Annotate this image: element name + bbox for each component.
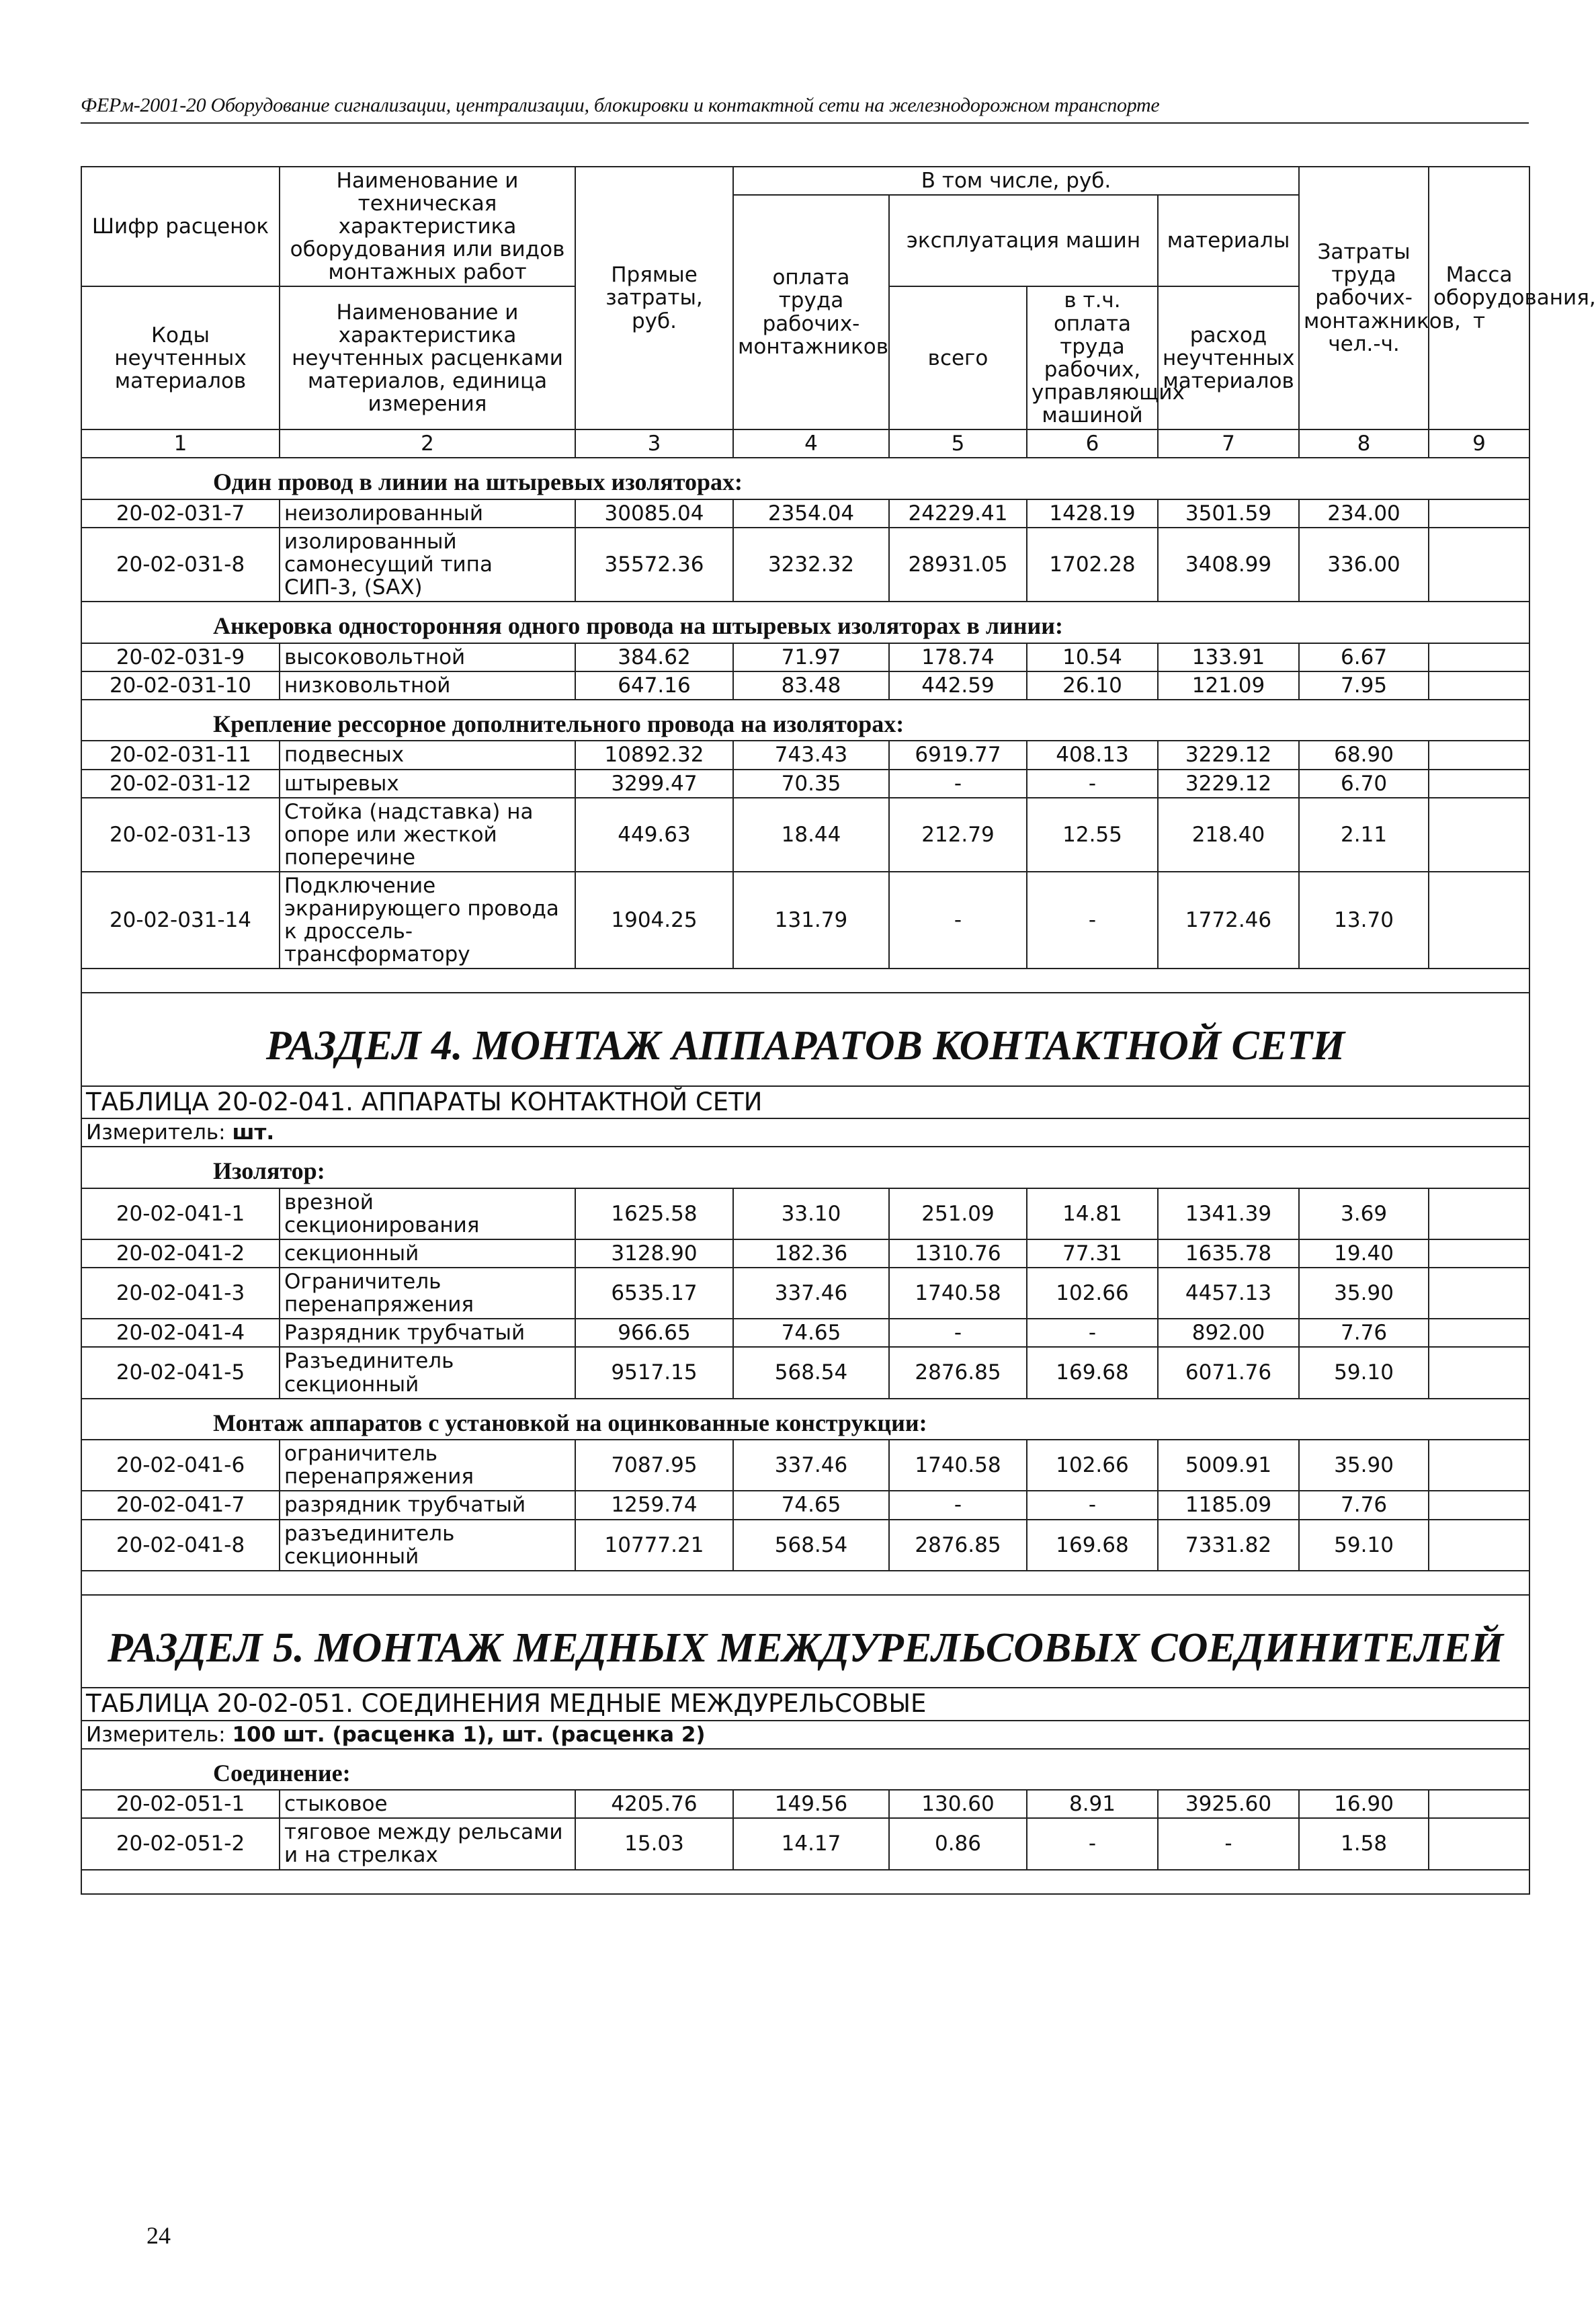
machine-cost: 130.60: [889, 1790, 1027, 1818]
group-title: Анкеровка односторонняя одного провода на штыревых изоляторах в линии:: [81, 602, 1529, 643]
col-num: 5: [889, 429, 1027, 458]
rate-code: 20-02-041-5: [81, 1347, 280, 1398]
machine-labor-cost: 169.68: [1027, 1520, 1158, 1571]
labor-hours: 234.00: [1299, 499, 1429, 528]
table-row: [81, 1319, 1529, 1347]
machine-labor-cost: -: [1027, 872, 1158, 969]
rate-code: 20-02-041-4: [81, 1319, 280, 1347]
equipment-mass: [1429, 1347, 1529, 1398]
labor-cost: 182.36: [733, 1239, 889, 1268]
machine-labor-cost: 12.55: [1027, 798, 1158, 872]
section-title: РАЗДЕЛ 4. МОНТАЖ АППАРАТОВ КОНТАКТНОЙ СЕТИ: [81, 993, 1529, 1085]
col-num: 3: [575, 429, 733, 458]
work-name: неизолированный: [280, 499, 575, 528]
material-cost: 1185.09: [1158, 1491, 1299, 1519]
rate-code: 20-02-041-6: [81, 1440, 280, 1491]
table-row: [81, 1440, 1529, 1491]
rate-code: 20-02-031-14: [81, 872, 280, 969]
machine-labor-cost: 26.10: [1027, 671, 1158, 700]
labor-cost: 131.79: [733, 872, 889, 969]
labor-cost: 568.54: [733, 1520, 889, 1571]
rate-code: 20-02-051-1: [81, 1790, 280, 1818]
work-name: штыревых: [280, 770, 575, 798]
table-row: [81, 1268, 1529, 1319]
group-title: Изолятор:: [81, 1147, 1529, 1188]
material-cost: 1772.46: [1158, 872, 1299, 969]
table-row: [81, 528, 1529, 602]
price-table: [81, 166, 1596, 1895]
machine-labor-cost: -: [1027, 770, 1158, 798]
table-row: [81, 1790, 1529, 1818]
work-name: ограничитель перенапряжения: [280, 1440, 575, 1491]
machine-cost: 1740.58: [889, 1440, 1027, 1491]
material-cost: 218.40: [1158, 798, 1299, 872]
direct-cost: 1625.58: [575, 1188, 733, 1239]
direct-cost: 10892.32: [575, 741, 733, 769]
direct-cost: 9517.15: [575, 1347, 733, 1398]
equipment-mass: [1429, 1268, 1529, 1319]
work-name: высоковольтной: [280, 643, 575, 671]
machine-labor-cost: 14.81: [1027, 1188, 1158, 1239]
section-title: РАЗДЕЛ 5. МОНТАЖ МЕДНЫХ МЕЖДУРЕЛЬСОВЫХ СОЕДИНИТЕЛЕЙ: [81, 1595, 1529, 1688]
running-title: ФЕРм-2001-20 Оборудование сигнализации, централизации, блокировки и контактной сети на железнодорожном транспорте: [81, 94, 1160, 116]
column-numbers: [81, 429, 1529, 458]
group-row: [81, 602, 1529, 643]
direct-cost: 10777.21: [575, 1520, 733, 1571]
labor-cost: 2354.04: [733, 499, 889, 528]
direct-cost: 449.63: [575, 798, 733, 872]
labor-cost: 83.48: [733, 671, 889, 700]
rate-code: 20-02-041-8: [81, 1520, 280, 1571]
machine-labor-cost: 102.66: [1027, 1268, 1158, 1319]
work-name: Ограничитель перенапряжения: [280, 1268, 575, 1319]
labor-hours: 19.40: [1299, 1239, 1429, 1268]
rate-code: 20-02-041-3: [81, 1268, 280, 1319]
work-name: подвесных: [280, 741, 575, 769]
direct-cost: 1904.25: [575, 872, 733, 969]
direct-cost: 966.65: [575, 1319, 733, 1347]
table-row: [81, 741, 1529, 769]
table-row: [81, 1520, 1529, 1571]
labor-hours: 7.95: [1299, 671, 1429, 700]
material-cost: 3501.59: [1158, 499, 1299, 528]
group-row: [81, 458, 1529, 499]
work-name: Подключение экранирующего провода к дроссель-трансформатору: [280, 872, 575, 969]
labor-cost: 14.17: [733, 1818, 889, 1869]
table-row: [81, 1818, 1529, 1869]
labor-hours: 16.90: [1299, 1790, 1429, 1818]
rate-code: 20-02-031-11: [81, 741, 280, 769]
work-name: Разрядник трубчатый: [280, 1319, 575, 1347]
machine-cost: 178.74: [889, 643, 1027, 671]
table-title: ТАБЛИЦА 20-02-051. СОЕДИНЕНИЯ МЕДНЫЕ МЕЖДУРЕЛЬСОВЫЕ: [81, 1688, 1529, 1721]
labor-cost: 337.46: [733, 1268, 889, 1319]
machine-cost: -: [889, 1319, 1027, 1347]
labor-hours: 6.70: [1299, 770, 1429, 798]
group-row: [81, 700, 1529, 741]
head-name: Наименование и техническая характеристика оборудования или видов монтажных работ: [280, 167, 575, 286]
col-num: 7: [1158, 429, 1299, 458]
labor-cost: 149.56: [733, 1790, 889, 1818]
spacer-row: [81, 1870, 1529, 1894]
direct-cost: 4205.76: [575, 1790, 733, 1818]
rate-code: 20-02-041-2: [81, 1239, 280, 1268]
head-direct: Прямые затраты, руб.: [575, 167, 733, 429]
equipment-mass: [1429, 1790, 1529, 1818]
material-cost: 1635.78: [1158, 1239, 1299, 1268]
table-row: [81, 499, 1529, 528]
machine-cost: 1310.76: [889, 1239, 1027, 1268]
work-name: стыковое: [280, 1790, 575, 1818]
header-rule: [81, 122, 1529, 124]
labor-cost: 33.10: [733, 1188, 889, 1239]
rate-code: 20-02-051-2: [81, 1818, 280, 1869]
machine-labor-cost: 8.91: [1027, 1790, 1158, 1818]
machine-labor-cost: 1428.19: [1027, 499, 1158, 528]
measure-value: 100 шт. (расценка 1), шт. (расценка 2): [232, 1722, 706, 1747]
labor-hours: 7.76: [1299, 1319, 1429, 1347]
labor-cost: 337.46: [733, 1440, 889, 1491]
table-title-row: [81, 1688, 1529, 1721]
table-title-row: [81, 1086, 1529, 1119]
table-row: [81, 1491, 1529, 1519]
table-title: ТАБЛИЦА 20-02-041. АППАРАТЫ КОНТАКТНОЙ СЕТИ: [81, 1086, 1529, 1119]
material-cost: 3925.60: [1158, 1790, 1299, 1818]
rate-code: 20-02-031-7: [81, 499, 280, 528]
labor-hours: 35.90: [1299, 1268, 1429, 1319]
machine-cost: 28931.05: [889, 528, 1027, 602]
labor-cost: 74.65: [733, 1491, 889, 1519]
head-incl: В том числе, руб.: [733, 167, 1299, 195]
labor-hours: 13.70: [1299, 872, 1429, 969]
rate-code: 20-02-031-10: [81, 671, 280, 700]
work-name: разъединитель секционный: [280, 1520, 575, 1571]
work-name: разрядник трубчатый: [280, 1491, 575, 1519]
spacer-row: [81, 1571, 1529, 1595]
section-row: [81, 1595, 1529, 1688]
group-title: Один провод в линии на штыревых изоляторах:: [81, 458, 1529, 499]
table-row: [81, 798, 1529, 872]
table-row: [81, 1347, 1529, 1398]
material-cost: 3229.12: [1158, 741, 1299, 769]
machine-cost: -: [889, 770, 1027, 798]
group-title: Монтаж аппаратов с установкой на оцинкованные конструкции:: [81, 1399, 1529, 1440]
equipment-mass: [1429, 1440, 1529, 1491]
work-name: секционный: [280, 1239, 575, 1268]
equipment-mass: [1429, 798, 1529, 872]
labor-hours: 35.90: [1299, 1440, 1429, 1491]
head-unaccounted: расход неучтенных материалов: [1158, 286, 1299, 429]
labor-cost: 74.65: [733, 1319, 889, 1347]
labor-cost: 743.43: [733, 741, 889, 769]
machine-cost: 2876.85: [889, 1347, 1027, 1398]
machine-cost: 1740.58: [889, 1268, 1027, 1319]
table-row: [81, 770, 1529, 798]
equipment-mass: [1429, 1188, 1529, 1239]
spacer-row: [81, 969, 1529, 993]
material-cost: 4457.13: [1158, 1268, 1299, 1319]
head-labor: оплата труда рабочих-монтажников: [733, 195, 889, 429]
labor-hours: 68.90: [1299, 741, 1429, 769]
machine-labor-cost: -: [1027, 1491, 1158, 1519]
group-row: [81, 1147, 1529, 1188]
col-num: 1: [81, 429, 280, 458]
col-num: 6: [1027, 429, 1158, 458]
head-row-1: [81, 167, 1529, 195]
direct-cost: 15.03: [575, 1818, 733, 1869]
material-cost: 133.91: [1158, 643, 1299, 671]
machine-labor-cost: 1702.28: [1027, 528, 1158, 602]
group-title: Соединение:: [81, 1749, 1529, 1791]
direct-cost: 3299.47: [575, 770, 733, 798]
col-num: 2: [280, 429, 575, 458]
labor-hours: 2.11: [1299, 798, 1429, 872]
equipment-mass: [1429, 1520, 1529, 1571]
work-name: изолированный самонесущий типа СИП-3, (SAX): [280, 528, 575, 602]
measure-label: Измеритель:: [86, 1722, 226, 1747]
machine-cost: 442.59: [889, 671, 1027, 700]
equipment-mass: [1429, 872, 1529, 969]
head-name-bottom: Наименование и характеристика неучтенных расценками материалов, единица измерения: [280, 286, 575, 429]
col-num: 4: [733, 429, 889, 458]
labor-cost: 3232.32: [733, 528, 889, 602]
work-name: низковольтной: [280, 671, 575, 700]
machine-cost: 251.09: [889, 1188, 1027, 1239]
direct-cost: 35572.36: [575, 528, 733, 602]
equipment-mass: [1429, 1818, 1529, 1869]
material-cost: 7331.82: [1158, 1520, 1299, 1571]
direct-cost: 384.62: [575, 643, 733, 671]
equipment-mass: [1429, 643, 1529, 671]
spacer: [81, 1571, 1529, 1595]
head-mach-labor: в т.ч. оплата труда рабочих, управляющих машиной: [1027, 286, 1158, 429]
machine-cost: -: [889, 1491, 1027, 1519]
equipment-mass: [1429, 528, 1529, 602]
table-row: [81, 1188, 1529, 1239]
labor-hours: 6.67: [1299, 643, 1429, 671]
labor-cost: 18.44: [733, 798, 889, 872]
labor-hours: 1.58: [1299, 1818, 1429, 1869]
machine-cost: -: [889, 872, 1027, 969]
material-cost: 5009.91: [1158, 1440, 1299, 1491]
page-number: 24: [146, 2222, 171, 2249]
equipment-mass: [1429, 671, 1529, 700]
labor-cost: 568.54: [733, 1347, 889, 1398]
equipment-mass: [1429, 770, 1529, 798]
direct-cost: 30085.04: [575, 499, 733, 528]
measure-unit: [81, 1721, 1529, 1749]
equipment-mass: [1429, 499, 1529, 528]
machine-cost: 0.86: [889, 1818, 1027, 1869]
head-materials: материалы: [1158, 195, 1299, 286]
material-cost: -: [1158, 1818, 1299, 1869]
equipment-mass: [1429, 741, 1529, 769]
group-title: Крепление рессорное дополнительного провода на изоляторах:: [81, 700, 1529, 741]
machine-labor-cost: 169.68: [1027, 1347, 1158, 1398]
table-row: [81, 872, 1529, 969]
machine-cost: 6919.77: [889, 741, 1027, 769]
machine-cost: 212.79: [889, 798, 1027, 872]
labor-cost: 70.35: [733, 770, 889, 798]
section-row: [81, 993, 1529, 1085]
machine-cost: 2876.85: [889, 1520, 1027, 1571]
labor-hours: 3.69: [1299, 1188, 1429, 1239]
machine-labor-cost: 10.54: [1027, 643, 1158, 671]
direct-cost: 3128.90: [575, 1239, 733, 1268]
spacer: [81, 1870, 1529, 1894]
work-name: Разъединитель секционный: [280, 1347, 575, 1398]
col-num: 8: [1299, 429, 1429, 458]
measure-value: шт.: [232, 1120, 275, 1145]
material-cost: 3229.12: [1158, 770, 1299, 798]
material-cost: 892.00: [1158, 1319, 1299, 1347]
machine-cost: 24229.41: [889, 499, 1027, 528]
head-machines: эксплуатация машин: [889, 195, 1158, 286]
material-cost: 3408.99: [1158, 528, 1299, 602]
table-row: [81, 643, 1529, 671]
col-num: 9: [1429, 429, 1529, 458]
group-row: [81, 1749, 1529, 1791]
work-name: тяговое между рельсами и на стрелках: [280, 1818, 575, 1869]
group-row: [81, 1399, 1529, 1440]
labor-hours: 7.76: [1299, 1491, 1429, 1519]
head-mass: Масса оборудования, т: [1429, 167, 1529, 429]
head-code-bottom: Коды неучтенных материалов: [81, 286, 280, 429]
rate-code: 20-02-031-8: [81, 528, 280, 602]
head-mach-total: всего: [889, 286, 1027, 429]
machine-labor-cost: 102.66: [1027, 1440, 1158, 1491]
rate-code: 20-02-031-13: [81, 798, 280, 872]
machine-labor-cost: -: [1027, 1818, 1158, 1869]
machine-labor-cost: 77.31: [1027, 1239, 1158, 1268]
labor-hours: 336.00: [1299, 528, 1429, 602]
direct-cost: 647.16: [575, 671, 733, 700]
rate-code: 20-02-041-7: [81, 1491, 280, 1519]
measure-row: [81, 1721, 1529, 1749]
work-name: Стойка (надставка) на опоре или жесткой поперечине: [280, 798, 575, 872]
labor-hours: 59.10: [1299, 1347, 1429, 1398]
labor-hours: 59.10: [1299, 1520, 1429, 1571]
rate-code: 20-02-031-12: [81, 770, 280, 798]
head-hours: Затраты труда рабочих-монтажников, чел.-ч.: [1299, 167, 1429, 429]
measure-unit: [81, 1118, 1529, 1147]
measure-label: Измеритель:: [86, 1120, 226, 1145]
equipment-mass: [1429, 1319, 1529, 1347]
equipment-mass: [1429, 1239, 1529, 1268]
labor-cost: 71.97: [733, 643, 889, 671]
direct-cost: 6535.17: [575, 1268, 733, 1319]
material-cost: 6071.76: [1158, 1347, 1299, 1398]
rate-code: 20-02-041-1: [81, 1188, 280, 1239]
machine-labor-cost: 408.13: [1027, 741, 1158, 769]
work-name: врезной секционирования: [280, 1188, 575, 1239]
table-row: [81, 1239, 1529, 1268]
direct-cost: 1259.74: [575, 1491, 733, 1519]
rate-code: 20-02-031-9: [81, 643, 280, 671]
spacer: [81, 969, 1529, 993]
material-cost: 1341.39: [1158, 1188, 1299, 1239]
material-cost: 121.09: [1158, 671, 1299, 700]
equipment-mass: [1429, 1491, 1529, 1519]
head-code: Шифр расценок: [81, 167, 280, 286]
direct-cost: 7087.95: [575, 1440, 733, 1491]
measure-row: [81, 1118, 1529, 1147]
table-row: [81, 671, 1529, 700]
machine-labor-cost: -: [1027, 1319, 1158, 1347]
